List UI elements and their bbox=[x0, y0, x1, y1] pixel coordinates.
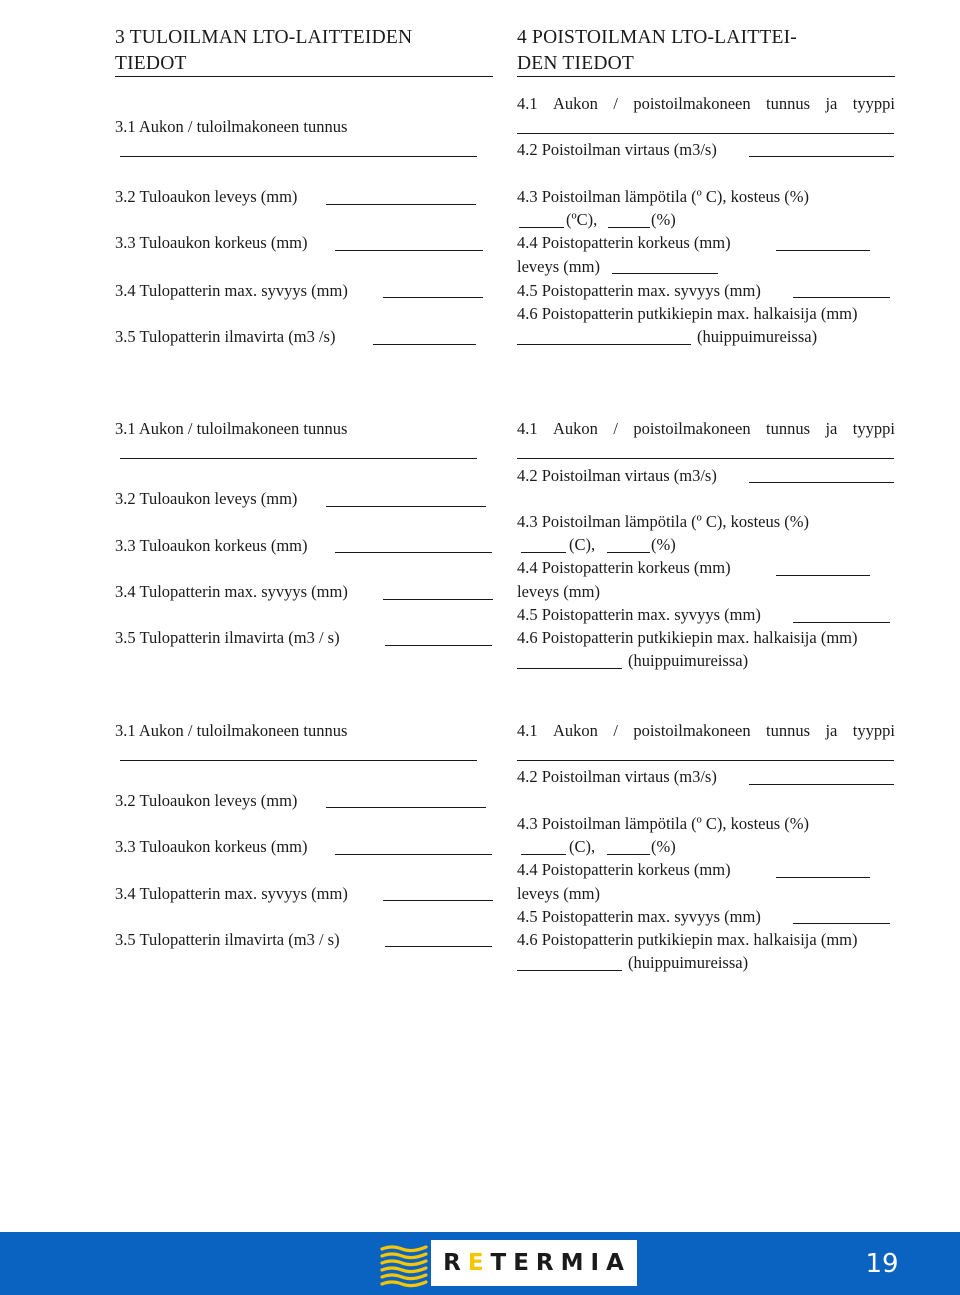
field-4-1-input[interactable] bbox=[517, 760, 894, 761]
field-4-3-label: 4.3 Poistoilman lämpötila (º C), kosteus (%) bbox=[517, 187, 810, 206]
logo-letter-e: E bbox=[467, 1250, 491, 1276]
field-3-5-label: 3.5 Tulopatterin ilmavirta (m3 /s) bbox=[115, 327, 336, 346]
field-4-4-height-input[interactable] bbox=[776, 575, 870, 576]
field-4-1-word: 4.1 bbox=[517, 721, 538, 740]
field-4-3-humidity-unit: (%) bbox=[651, 210, 676, 229]
field-4-6-note: (huippuimureissa) bbox=[628, 953, 749, 972]
field-3-5-input[interactable] bbox=[385, 946, 492, 947]
field-3-2-label: 3.2 Tuloaukon leveys (mm) bbox=[115, 489, 298, 508]
field-3-1-input[interactable] bbox=[120, 760, 477, 761]
field-4-1-word: Aukon bbox=[553, 94, 598, 113]
field-4-3-humidity-input[interactable] bbox=[607, 552, 650, 553]
field-4-3-humidity-unit: (%) bbox=[651, 837, 676, 856]
field-3-2-input[interactable] bbox=[326, 807, 486, 808]
field-3-3-label: 3.3 Tuloaukon korkeus (mm) bbox=[115, 536, 308, 555]
field-4-3-humidity-input[interactable] bbox=[608, 227, 650, 228]
field-4-1-word: 4.1 bbox=[517, 94, 538, 113]
page-number: 19 bbox=[865, 1249, 899, 1279]
field-4-1-word: ja bbox=[825, 94, 838, 113]
field-4-1-word: / bbox=[613, 94, 618, 113]
field-4-6-note: (huippuimureissa) bbox=[697, 327, 818, 346]
field-4-1-word: tunnus bbox=[766, 721, 811, 740]
field-4-6-input[interactable] bbox=[517, 970, 622, 971]
field-4-1-label bbox=[517, 721, 895, 741]
field-4-4-width-label: leveys (mm) bbox=[517, 257, 600, 276]
field-4-2-input[interactable] bbox=[749, 784, 894, 785]
field-4-2-label: 4.2 Poistoilman virtaus (m3/s) bbox=[517, 767, 717, 786]
field-4-3-label: 4.3 Poistoilman lämpötila (º C), kosteus (%) bbox=[517, 512, 810, 531]
field-3-2-input[interactable] bbox=[326, 506, 486, 507]
section-4-heading-line1: 4 POISTOILMAN LTO-LAITTEI- bbox=[517, 27, 797, 48]
field-4-2-label: 4.2 Poistoilman virtaus (m3/s) bbox=[517, 466, 717, 485]
field-3-5-label: 3.5 Tulopatterin ilmavirta (m3 / s) bbox=[115, 930, 340, 949]
field-3-2-label: 3.2 Tuloaukon leveys (mm) bbox=[115, 791, 298, 810]
field-4-1-word: tyyppi bbox=[852, 419, 895, 438]
field-4-2-label: 4.2 Poistoilman virtaus (m3/s) bbox=[517, 140, 717, 159]
field-4-3-label: 4.3 Poistoilman lämpötila (º C), kosteus (%) bbox=[517, 814, 810, 833]
field-3-4-label: 3.4 Tulopatterin max. syvyys (mm) bbox=[115, 281, 348, 300]
section-3-heading-line2: TIEDOT bbox=[115, 53, 187, 74]
field-4-1-word: / bbox=[613, 721, 618, 740]
field-3-5-input[interactable] bbox=[385, 645, 492, 646]
field-4-3-temp-input[interactable] bbox=[521, 854, 566, 855]
field-4-3-humidity-input[interactable] bbox=[607, 854, 650, 855]
field-4-1-word: ja bbox=[825, 721, 838, 740]
field-4-1-word: tunnus bbox=[766, 419, 811, 438]
field-3-1-label: 3.1 Aukon / tuloilmakoneen tunnus bbox=[115, 117, 348, 136]
field-4-5-input[interactable] bbox=[793, 923, 890, 924]
field-4-6-input[interactable] bbox=[517, 344, 691, 345]
field-4-1-word: Aukon bbox=[553, 721, 598, 740]
footer-bar bbox=[0, 1232, 960, 1295]
field-3-5-input[interactable] bbox=[373, 344, 476, 345]
logo-letter-r: R bbox=[443, 1250, 468, 1276]
field-3-2-label: 3.2 Tuloaukon leveys (mm) bbox=[115, 187, 298, 206]
field-4-4-label: 4.4 Poistopatterin korkeus (mm) bbox=[517, 233, 731, 252]
field-3-3-label: 3.3 Tuloaukon korkeus (mm) bbox=[115, 837, 308, 856]
section-4-heading bbox=[517, 25, 797, 77]
field-3-1-label: 3.1 Aukon / tuloilmakoneen tunnus bbox=[115, 419, 348, 438]
field-3-4-label: 3.4 Tulopatterin max. syvyys (mm) bbox=[115, 582, 348, 601]
field-3-4-input[interactable] bbox=[383, 900, 493, 901]
field-3-3-input[interactable] bbox=[335, 250, 483, 251]
field-4-6-label: 4.6 Poistopatterin putkikiepin max. halkaisija (mm) bbox=[517, 628, 858, 647]
field-4-1-word: tunnus bbox=[766, 94, 811, 113]
field-3-2-input[interactable] bbox=[326, 204, 476, 205]
field-4-4-label: 4.4 Poistopatterin korkeus (mm) bbox=[517, 860, 731, 879]
field-3-3-label: 3.3 Tuloaukon korkeus (mm) bbox=[115, 233, 308, 252]
field-4-4-height-input[interactable] bbox=[776, 877, 870, 878]
field-4-3-temp-unit: (ºC), bbox=[566, 210, 598, 229]
field-4-2-input[interactable] bbox=[749, 482, 894, 483]
section-4-heading-line2: DEN TIEDOT bbox=[517, 53, 634, 74]
section-4-divider bbox=[517, 76, 895, 77]
field-4-6-label: 4.6 Poistopatterin putkikiepin max. halkaisija (mm) bbox=[517, 304, 858, 323]
field-4-1-word: poistoilmakoneen bbox=[633, 721, 751, 740]
field-4-1-word: 4.1 bbox=[517, 419, 538, 438]
section-3-heading-line1: 3 TULOILMAN LTO-LAITTEIDEN bbox=[115, 27, 413, 48]
field-4-3-temp-unit: (C), bbox=[569, 837, 596, 856]
field-3-4-input[interactable] bbox=[383, 297, 483, 298]
field-4-4-height-input[interactable] bbox=[776, 250, 870, 251]
field-4-1-word: Aukon bbox=[553, 419, 598, 438]
field-4-3-humidity-unit: (%) bbox=[651, 535, 676, 554]
field-4-6-input[interactable] bbox=[517, 668, 622, 669]
retermia-stripes-icon bbox=[378, 1241, 430, 1289]
field-4-1-word: ja bbox=[825, 419, 838, 438]
field-4-4-width-label: leveys (mm) bbox=[517, 884, 600, 903]
field-4-1-word: poistoilmakoneen bbox=[633, 94, 751, 113]
field-4-1-input[interactable] bbox=[517, 133, 894, 134]
field-4-5-label: 4.5 Poistopatterin max. syvyys (mm) bbox=[517, 281, 761, 300]
field-4-1-label bbox=[517, 94, 895, 114]
section-3-heading bbox=[115, 25, 412, 77]
field-4-2-input[interactable] bbox=[749, 156, 894, 157]
field-4-1-label bbox=[517, 419, 895, 439]
field-3-3-input[interactable] bbox=[335, 552, 492, 553]
field-3-1-input[interactable] bbox=[120, 156, 477, 157]
field-4-3-temp-input[interactable] bbox=[521, 552, 566, 553]
field-4-4-width-input[interactable] bbox=[612, 273, 718, 274]
field-4-3-temp-input[interactable] bbox=[519, 227, 564, 228]
field-3-4-label: 3.4 Tulopatterin max. syvyys (mm) bbox=[115, 884, 348, 903]
field-4-4-width-label: leveys (mm) bbox=[517, 582, 600, 601]
field-4-6-label: 4.6 Poistopatterin putkikiepin max. halkaisija (mm) bbox=[517, 930, 858, 949]
field-4-5-label: 4.5 Poistopatterin max. syvyys (mm) bbox=[517, 605, 761, 624]
retermia-logo bbox=[431, 1240, 637, 1286]
field-4-1-word: / bbox=[613, 419, 618, 438]
field-4-5-input[interactable] bbox=[793, 622, 890, 623]
field-4-1-input[interactable] bbox=[517, 458, 894, 459]
field-4-1-word: tyyppi bbox=[852, 721, 895, 740]
field-3-4-input[interactable] bbox=[383, 599, 493, 600]
retermia-logo-text bbox=[431, 1240, 637, 1286]
field-4-5-input[interactable] bbox=[793, 297, 890, 298]
field-4-6-note: (huippuimureissa) bbox=[628, 651, 749, 670]
field-3-1-label: 3.1 Aukon / tuloilmakoneen tunnus bbox=[115, 721, 348, 740]
field-4-3-temp-unit: (C), bbox=[569, 535, 596, 554]
section-3-divider bbox=[115, 76, 493, 77]
field-4-4-label: 4.4 Poistopatterin korkeus (mm) bbox=[517, 558, 731, 577]
field-3-5-label: 3.5 Tulopatterin ilmavirta (m3 / s) bbox=[115, 628, 340, 647]
field-4-1-word: tyyppi bbox=[852, 94, 895, 113]
field-4-5-label: 4.5 Poistopatterin max. syvyys (mm) bbox=[517, 907, 761, 926]
field-3-1-input[interactable] bbox=[120, 458, 477, 459]
logo-letters-rest: TERMIA bbox=[490, 1250, 631, 1276]
field-4-1-word: poistoilmakoneen bbox=[633, 419, 751, 438]
field-3-3-input[interactable] bbox=[335, 854, 492, 855]
